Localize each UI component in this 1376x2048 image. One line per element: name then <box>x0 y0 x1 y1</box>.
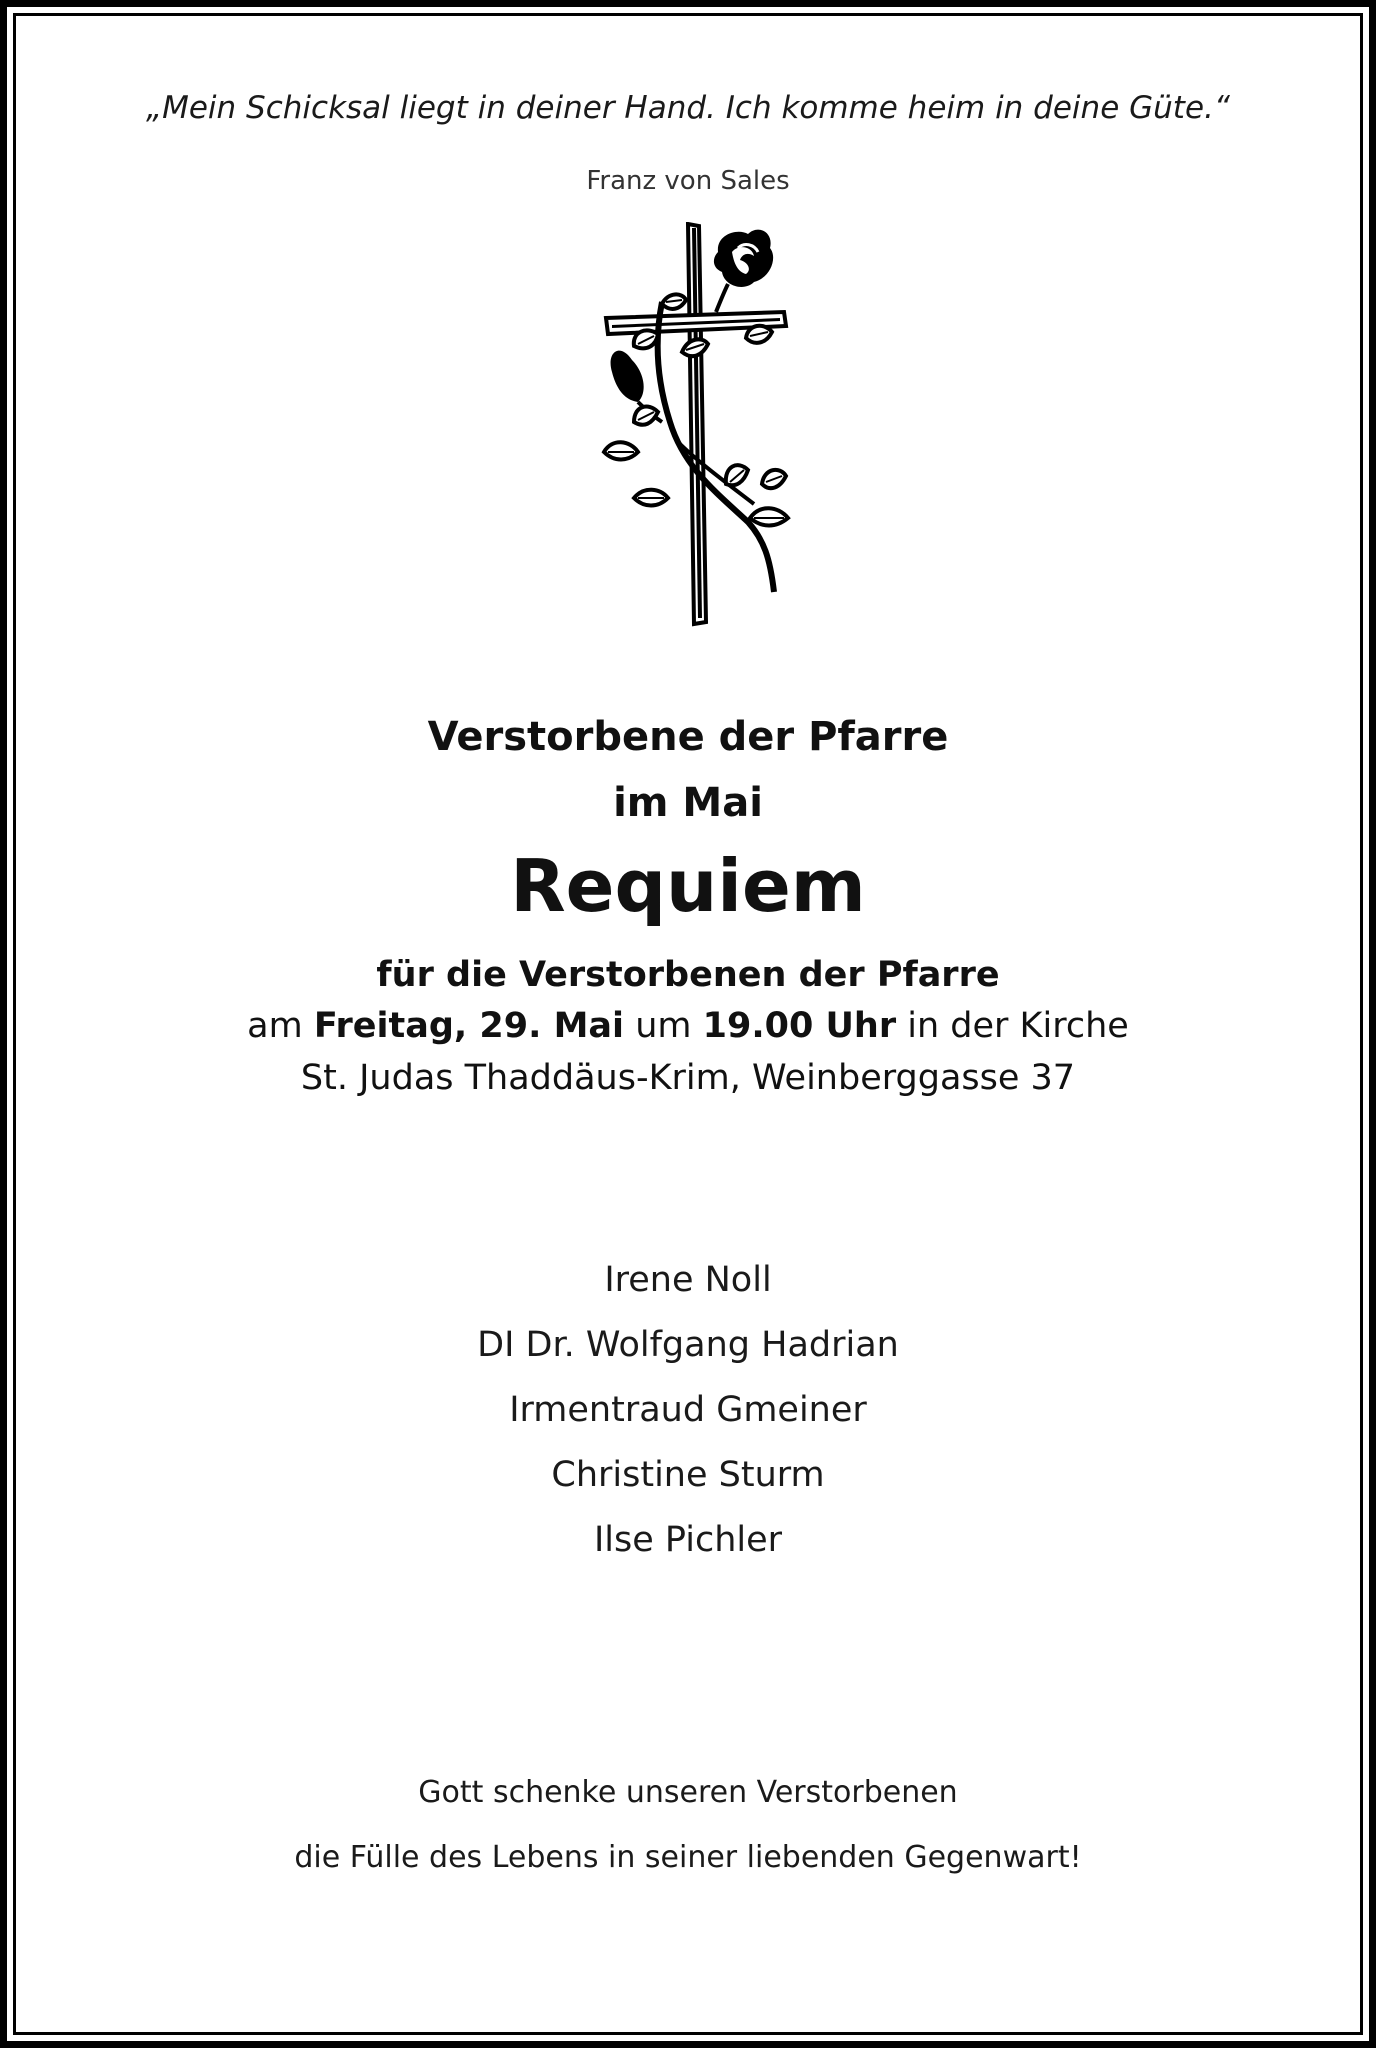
list-item: Irene Noll <box>604 1260 772 1300</box>
deceased-list <box>0 1248 1376 1573</box>
cross-with-rose-icon <box>598 222 798 628</box>
details-location-intro: in der Kirche <box>907 1006 1129 1046</box>
list-item: Ilse Pichler <box>593 1520 783 1560</box>
closing-line-2: die Fülle des Lebens in seiner liebenden Gegenwart! <box>294 1840 1082 1875</box>
event-date: Freitag, 29. Mai <box>313 1006 625 1046</box>
heading-line-2: im Mai <box>613 780 763 826</box>
details-line-1: für die Verstorbenen der Pfarre <box>376 955 1000 995</box>
event-time: 19.00 Uhr <box>702 1006 897 1046</box>
list-item: Irmentraud Gmeiner <box>509 1390 867 1430</box>
details-am: am <box>247 1006 303 1046</box>
list-item: DI Dr. Wolfgang Hadrian <box>477 1325 899 1365</box>
church-address: St. Judas Thaddäus-Krim, Weinberggasse 37 <box>300 1058 1076 1098</box>
list-item: Christine Sturm <box>551 1455 825 1495</box>
details-line-2 <box>0 1006 1376 1046</box>
quote-author: Franz von Sales <box>586 166 790 196</box>
quote-text: „Mein Schicksal liegt in deiner Hand. Ich komme heim in deine Güte.“ <box>146 90 1230 126</box>
closing-line-1: Gott schenke unseren Verstorbenen <box>418 1775 958 1810</box>
heading-line-1: Verstorbene der Pfarre <box>427 714 949 760</box>
page-title: Requiem <box>510 844 866 928</box>
details-um: um <box>635 1006 692 1046</box>
